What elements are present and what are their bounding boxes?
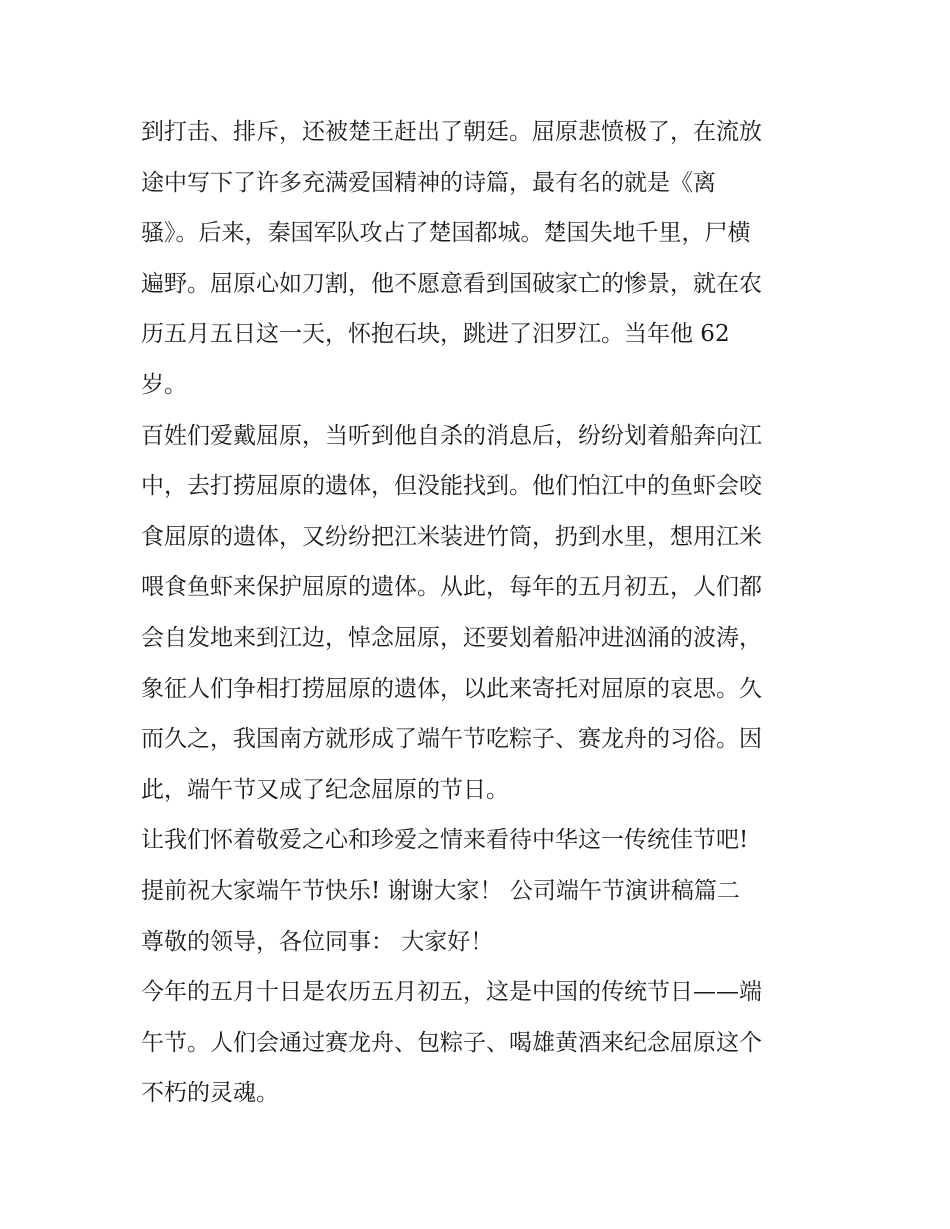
text-line: 到打击、排斥，还被楚王赶出了朝廷。屈原悲愤极了，在流放 xyxy=(141,119,762,145)
text-line: 让我们怀着敬爱之心和珍爱之情来看待中华这一传统佳节吧! xyxy=(141,827,749,854)
body-text xyxy=(141,107,821,1119)
text-line: 途中写下了许多充满爱国精神的诗篇，最有名的就是《离 xyxy=(141,169,716,196)
text-line: 食屈原的遗体，又纷纷把江米装进竹筒，扔到水里，想用江米 xyxy=(141,523,762,550)
text-line: 百姓们爱戴屈原，当听到他自杀的消息后，纷纷划着船奔向江 xyxy=(141,422,762,449)
text-line: 不朽的灵魂。 xyxy=(141,1080,279,1107)
text-line: 提前祝大家端午节快乐! 谢谢大家！ 公司端午节演讲稿篇二 xyxy=(141,877,740,904)
text-line: 骚》。后来，秦国军队攻占了楚国都城。楚国失地千里，尸横 xyxy=(141,220,751,247)
text-line: 遍野。屈原心如刀割，他不愿意看到国破家亡的惨景，就在农 xyxy=(141,270,762,297)
text-line: 象征人们争相打捞屈原的遗体，以此来寄托对屈原的哀思。久 xyxy=(141,675,762,702)
text-line: 午节。人们会通过赛龙舟、包粽子、喝雄黄酒来纪念屈原这个 xyxy=(141,1029,762,1056)
text-line: 今年的五月十日是农历五月初五，这是中国的传统节日——端 xyxy=(141,979,762,1006)
text-line: 喂食鱼虾来保护屈原的遗体。从此，每年的五月初五，人们都 xyxy=(141,574,762,601)
text-line: 而久之，我国南方就形成了端午节吃粽子、赛龙舟的习俗。因 xyxy=(141,726,762,753)
text-line: 岁。 xyxy=(141,371,187,398)
text-line: 会自发地来到江边，悼念屈原，还要划着船冲进汹涌的波涛， xyxy=(141,624,762,651)
text-line: 中，去打捞屈原的遗体，但没能找到。他们怕江中的鱼虾会咬 xyxy=(141,473,762,500)
text-line: 此，端午节又成了纪念屈原的节日。 xyxy=(141,776,509,803)
text-line: 尊敬的领导，各位同事： 大家好！ xyxy=(141,928,494,955)
text-line: 历五月五日这一天，怀抱石块，跳进了汨罗江。当年他 62 xyxy=(141,321,730,348)
